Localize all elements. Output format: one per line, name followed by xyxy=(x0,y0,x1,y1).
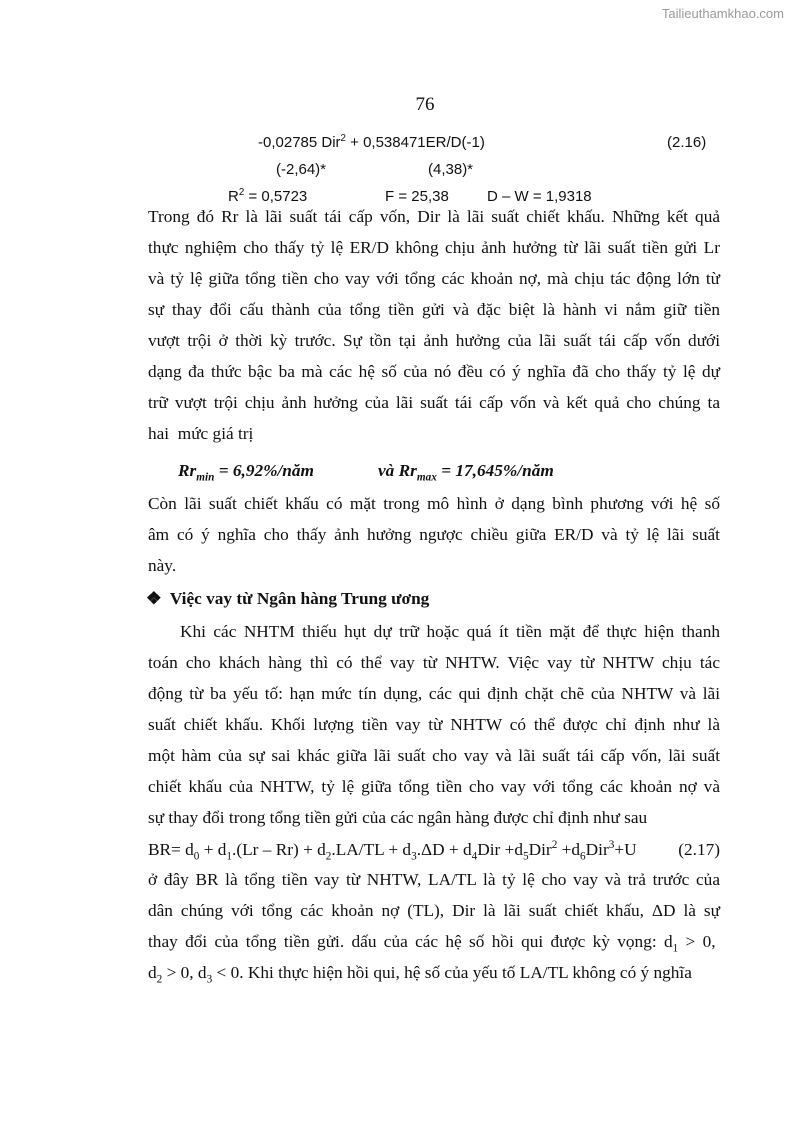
text-line: dạng đa thức bậc ba mà các hệ số của nó đều có ý nghĩa đã cho thấy tỷ lệ dự xyxy=(148,362,720,381)
eq-term: + 0,538471ER/D(-1) xyxy=(345,134,485,151)
text-line: thay đổi của tổng tiền gửi. dấu của các hệ số hồi qui được kỳ vọng: $d_1 > 0$, xyxy=(148,932,716,955)
rr-value: = 6,92%/năm xyxy=(214,461,314,480)
rr-value: = 17,645%/năm xyxy=(436,461,554,480)
equation-number: (2.17) xyxy=(678,840,720,859)
page-number: 76 xyxy=(415,94,435,115)
text-line: một hàm của sự sai khác giữa lãi suất cho vay và lãi suất tái cấp vốn, lãi suất xyxy=(148,746,720,765)
t-stat: (-2,64)* xyxy=(276,161,327,178)
text-line: và tỷ lệ giữa tổng tiền cho vay với tổng các khoản nợ, mà chịu tác động lớn từ xyxy=(148,269,720,288)
heading-text: Việc vay từ Ngân hàng Trung ương xyxy=(169,589,430,608)
r-squared xyxy=(228,188,307,205)
eq-sup: 2 xyxy=(238,187,245,198)
eq-line: $BR= d_0 + d_1.(Lr - Rr) + d_2.LA/TL + d_3.\Delta D + d_4Dir +d_5Dir^2 +d_6Dir^3+U$ xyxy=(148,839,637,863)
eq-sup: 2 xyxy=(340,133,346,144)
text-line: ở đây BR là tổng tiền vay từ NHTW, LA/TL là tỷ lệ cho vay và trả trước của xyxy=(148,870,720,889)
text-line: hai mức giá trị xyxy=(148,424,254,443)
text-line: sự thay đổi trong tổng tiền gửi của các ngân hàng được chỉ định như sau xyxy=(148,808,648,827)
eq-term: -0,02785 Dir xyxy=(258,134,341,151)
rr-label: Rr xyxy=(178,461,197,480)
text-line: Còn lãi suất chiết khấu có mặt trong mô hình ở dạng bình phương với hệ số xyxy=(148,494,720,513)
rr-label: và Rr xyxy=(378,461,417,480)
text-line: suất chiết khấu. Khối lượng tiền vay từ NHTW có thể được chỉ định như là xyxy=(148,715,720,734)
equation-2-17 xyxy=(148,839,720,861)
text-line: Khi các NHTM thiếu hụt dự trữ hoặc quá ít tiền mặt để thực hiện thanh xyxy=(180,622,720,641)
text-line: này. xyxy=(148,556,177,575)
rr-max xyxy=(378,461,554,484)
text-line: toán cho khách hàng thì có thể vay từ NHTW. Việc vay từ NHTW chịu tác xyxy=(148,653,720,672)
rr-min xyxy=(178,461,314,484)
durbin-watson: D – W = 1,9318 xyxy=(487,188,592,205)
text-line: âm có ý nghĩa cho thấy ảnh hưởng ngược chiều giữa ER/D và tỷ lệ lãi suất xyxy=(148,525,720,544)
text-line: sự thay đổi cấu thành của tổng tiền gửi và đặc biệt là hành vi nắm giữ tiền xyxy=(148,300,720,319)
text-line: động từ ba yếu tố: hạn mức tín dụng, các qui định chặt chẽ của NHTW và lãi xyxy=(148,684,720,703)
eq-term: = 0,5723 xyxy=(244,188,308,205)
bullet-icon: ❖ xyxy=(146,589,162,608)
text-line: $d_2 > 0$, $d_3 < 0$. Khi thực hiện hồi qui, hệ số của yếu tố LA/TL không có ý nghĩa xyxy=(148,963,692,986)
text-line: Trong đó Rr là lãi suất tái cấp vốn, Dir là lãi suất chiết khấu. Những kết quả xyxy=(148,207,720,226)
equation-number: (2.16) xyxy=(667,134,707,151)
equation-line xyxy=(258,134,485,151)
text-line: dân chúng với tổng các khoản nợ (TL), Dir là lãi suất chiết khấu, ΔD là sự xyxy=(148,901,720,920)
text-line: thực nghiệm cho thấy tỷ lệ ER/D không chịu ảnh hưởng từ lãi suất tiền gửi Lr xyxy=(148,238,720,257)
text-line: vượt trội ở thời kỳ trước. Sự tồn tại ảnh hưởng của lãi suất tái cấp vốn dưới xyxy=(148,331,720,350)
rr-sub: min xyxy=(196,471,215,484)
section-heading xyxy=(146,589,429,609)
eq-term: R xyxy=(228,188,239,205)
rr-sub: max xyxy=(416,471,437,484)
text-line: chiết khấu của NHTW, tỷ lệ giữa tổng tiền cho vay với tổng các khoản nợ và xyxy=(148,777,720,796)
watermark: Tailieuthamkhao.com xyxy=(661,6,784,21)
text-line: trữ vượt trội chịu ảnh hưởng của lãi suất tái cấp vốn và kết quả cho chúng ta xyxy=(148,393,720,412)
t-stat: (4,38)* xyxy=(428,161,474,178)
f-stat: F = 25,38 xyxy=(385,188,449,205)
